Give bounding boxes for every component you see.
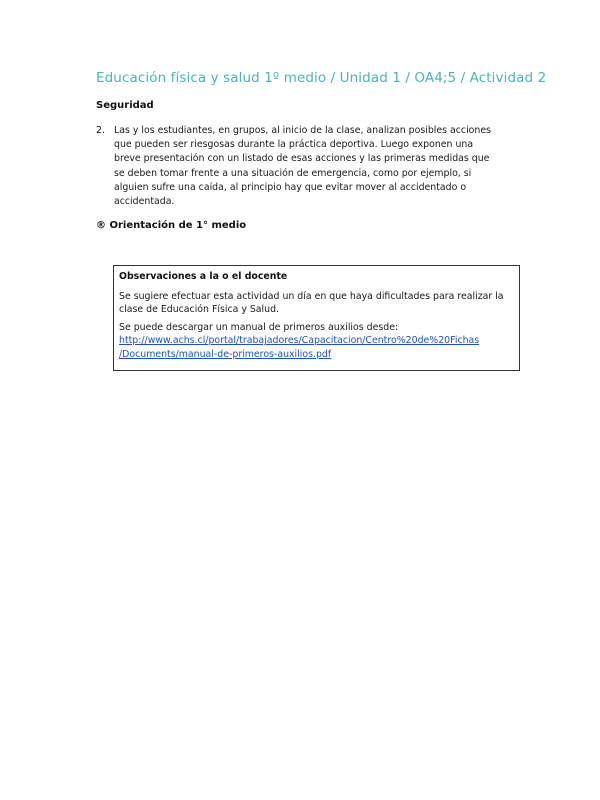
activity-number: 2. xyxy=(96,125,105,136)
observations-paragraph-1: Se sugiere efectuar esta actividad un día en que haya dificultades para realizar la clase de Educación Física y Salud. xyxy=(119,290,504,316)
activity-item xyxy=(96,124,502,209)
teacher-observations-box xyxy=(113,265,520,371)
link-line-1[interactable]: http://www.achs.cl/portal/trabajadores/Capacitacion/Centro%20de%20Fichas xyxy=(119,335,480,347)
orientation-label: ® Orientación de 1° medio xyxy=(96,220,247,231)
link-line-2[interactable]: /Documents/manual-de-primeros-auxilios.pdf xyxy=(119,348,332,360)
observations-paragraph-2 xyxy=(119,321,514,335)
section-title: Seguridad xyxy=(96,100,154,111)
observations-download-text: Se puede descargar un manual de primeros auxilios desde: xyxy=(119,321,399,333)
first-aid-manual-link[interactable] xyxy=(119,334,514,361)
observations-title: Observaciones a la o el docente xyxy=(119,271,288,282)
page-header-title: Educación física y salud 1º medio / Unidad 1 / OA4;5 / Actividad 2 xyxy=(96,70,547,86)
activity-text: Las y los estudiantes, en grupos, al inicio de la clase, analizan posibles acciones que pueden ser riesgosas durante la práctica deportiva. Luego exponen una breve presentación con un listado de esas acciones y las primeras medidas que se deben tomar frente a una situación de emergencia, como por ejemplo, si alguien sufre una caída, al principio hay que evitar mover al accidentado o accidentada. xyxy=(114,125,492,208)
